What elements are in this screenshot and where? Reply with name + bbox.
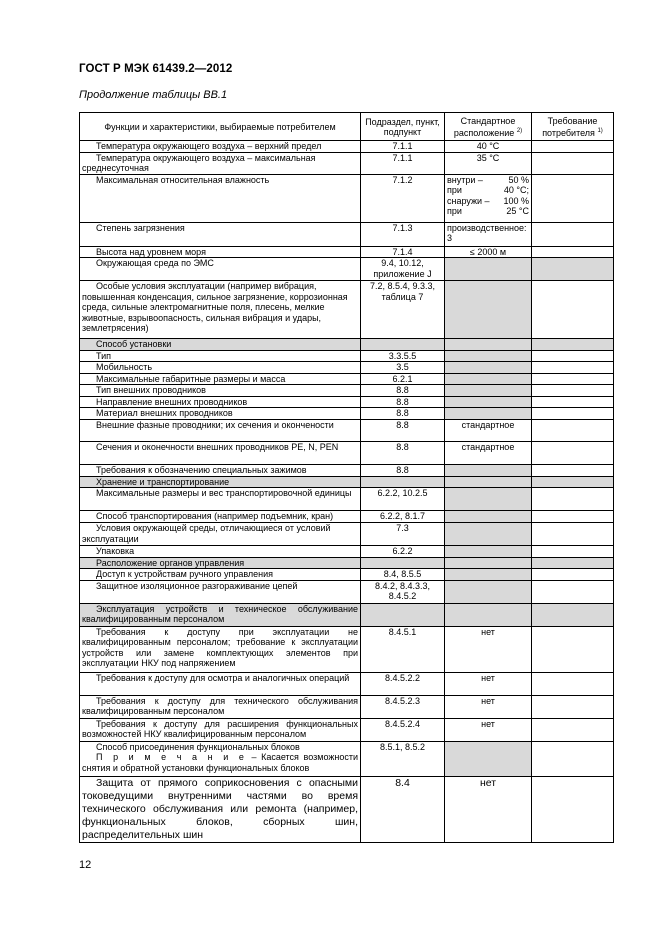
table-row: Мобильность 3.5 bbox=[80, 362, 614, 374]
table-row: Материал внешних проводников 8.8 bbox=[80, 408, 614, 420]
table-row: Температура окружающего воздуха – максимальная среднесуточная 7.1.1 35 °C bbox=[80, 152, 614, 174]
note-label: П р и м е ч а н и е bbox=[96, 752, 247, 762]
table-row: Максимальные размеры и вес транспортировочной единицы 6.2.2, 10.2.5 bbox=[80, 488, 614, 511]
customer-input-cell[interactable] bbox=[532, 523, 614, 546]
table-row: Условия окружающей среды, отличающиеся от условий эксплуатации 7.3 bbox=[80, 523, 614, 546]
table-row: Требования к доступу для расширения функциональных возможностей НКУ квалифицированным персоналом 8.4.5.2.4 нет bbox=[80, 718, 614, 741]
table-row: Тип 3.3.5.5 bbox=[80, 350, 614, 362]
table-row: Упаковка 6.2.2 bbox=[80, 546, 614, 558]
header-customer-requirement: Требование потребителя $^{1)}$ bbox=[532, 113, 614, 141]
table-row: Особые условия эксплуатации (например вибрация, повышенная конденсация, сильное загрязнение, коррозионная среда, сильные электромагнитные поля, плесень, мелкие животные, взрывоопасность, сильная вибрация и удары, землетрясения) 7.2, 8.5.4, 9.3.3, таблица 7 bbox=[80, 281, 614, 339]
customer-input-cell[interactable] bbox=[532, 419, 614, 441]
table-row: Сечения и оконечности внешних проводников PE, N, PEN 8.8 стандартное bbox=[80, 441, 614, 464]
table-header-row bbox=[80, 113, 614, 141]
customer-input-cell[interactable] bbox=[532, 281, 614, 339]
table-row: Максимальные габаритные размеры и масса 6.2.1 bbox=[80, 373, 614, 385]
page-number: 12 bbox=[79, 859, 92, 871]
customer-input-cell[interactable] bbox=[532, 718, 614, 741]
customer-input-cell[interactable] bbox=[532, 695, 614, 718]
table-row: Тип внешних проводников 8.8 bbox=[80, 385, 614, 397]
customer-input-cell[interactable] bbox=[532, 396, 614, 408]
customer-input-cell[interactable] bbox=[532, 626, 614, 672]
customer-input-cell[interactable] bbox=[532, 258, 614, 281]
table-row: Способ транспортирования (например подъемник, кран) 6.2.2, 8.1.7 bbox=[80, 511, 614, 523]
table-row: Доступ к устройствам ручного управления 8.4, 8.5.5 bbox=[80, 569, 614, 581]
humidity-values: внутри – 50 % при 40 °C; снаружи – 100 % при 25 °C bbox=[445, 174, 532, 222]
requirements-table bbox=[79, 112, 614, 843]
table-row: Степень загрязнения 7.1.3 производственное: 3 bbox=[80, 222, 614, 246]
table-row: Направление внешних проводников 8.8 bbox=[80, 396, 614, 408]
customer-input-cell[interactable] bbox=[532, 441, 614, 464]
customer-input-cell[interactable] bbox=[532, 350, 614, 362]
customer-input-cell[interactable] bbox=[532, 174, 614, 222]
section-row: Хранение и транспортирование bbox=[80, 476, 614, 488]
table-row: Окружающая среда по ЭМС 9.4, 10.12, приложение J bbox=[80, 258, 614, 281]
customer-input-cell[interactable] bbox=[532, 464, 614, 476]
section-row: Расположение органов управления bbox=[80, 557, 614, 569]
section-row: Способ установки bbox=[80, 339, 614, 351]
customer-input-cell[interactable] bbox=[532, 488, 614, 511]
table-row: Требования к доступу для осмотра и аналогичных операций 8.4.5.2.2 нет bbox=[80, 672, 614, 695]
table-row: Требования к обозначению специальных зажимов 8.8 bbox=[80, 464, 614, 476]
table-row: Требования к доступу для технического обслуживания квалифицированным персоналом 8.4.5.2.3 нет bbox=[80, 695, 614, 718]
customer-input-cell[interactable] bbox=[532, 741, 614, 776]
note-text: – Касается возможности снятия и обратной установки функциональных блоков bbox=[82, 752, 358, 773]
customer-input-cell[interactable] bbox=[532, 246, 614, 258]
customer-input-cell[interactable] bbox=[532, 546, 614, 558]
customer-input-cell[interactable] bbox=[532, 408, 614, 420]
customer-input-cell[interactable] bbox=[532, 222, 614, 246]
table-row: Способ присоединения функциональных блоков П р и м е ч а н и е – Касается возможности снятия и обратной установки функциональных блоков 8.5.1, 8.5.2 bbox=[80, 741, 614, 776]
table-continuation-caption: Продолжение таблицы ВВ.1 bbox=[79, 89, 228, 101]
customer-input-cell[interactable] bbox=[532, 672, 614, 695]
table-row: Требования к доступу при эксплуатации не квалифицированным персоналом; требование к эксплуатации устройств или замене комплектующих элементов при эксплуатации НКУ под напряжением 8.4.5.1 нет bbox=[80, 626, 614, 672]
customer-input-cell[interactable] bbox=[532, 776, 614, 842]
customer-input-cell[interactable] bbox=[532, 385, 614, 397]
table-row: Защитное изоляционное разгораживание цепей 8.4.2, 8.4.3.3, 8.4.5.2 bbox=[80, 580, 614, 603]
customer-input-cell[interactable] bbox=[532, 569, 614, 581]
table-row: Высота над уровнем моря 7.1.4 ≤ 2000 м bbox=[80, 246, 614, 258]
customer-input-cell[interactable] bbox=[532, 141, 614, 153]
table-row: Максимальная относительная влажность 7.1.2 внутри – 50 % при 40 °C; снаружи – 100 % при 25 °C bbox=[80, 174, 614, 222]
customer-input-cell[interactable] bbox=[532, 152, 614, 174]
customer-input-cell[interactable] bbox=[532, 373, 614, 385]
table-row: Внешние фазные проводники; их сечения и окончености 8.8 стандартное bbox=[80, 419, 614, 441]
customer-input-cell[interactable] bbox=[532, 580, 614, 603]
table-row: Защита от прямого соприкосновения с опасными токоведущими внутренними частями во время технического обслуживания или ремонта (например, функциональных блоков, сборных шин, распределительных шин 8.4 нет bbox=[80, 776, 614, 842]
header-subsection: Подраздел, пункт, подпункт bbox=[361, 113, 445, 141]
header-functions: Функции и характеристики, выбираемые потребителем bbox=[80, 113, 361, 141]
header-standard: Стандартное расположение $^{2)}$ bbox=[445, 113, 532, 141]
table-row: Температура окружающего воздуха – верхний предел 7.1.1 40 °C bbox=[80, 141, 614, 153]
customer-input-cell[interactable] bbox=[532, 362, 614, 374]
section-row: Эксплуатация устройств и техническое обслуживание квалифицированным персоналом bbox=[80, 603, 614, 626]
customer-input-cell[interactable] bbox=[532, 511, 614, 523]
document-standard-title: ГОСТ Р МЭК 61439.2—2012 bbox=[79, 63, 233, 75]
